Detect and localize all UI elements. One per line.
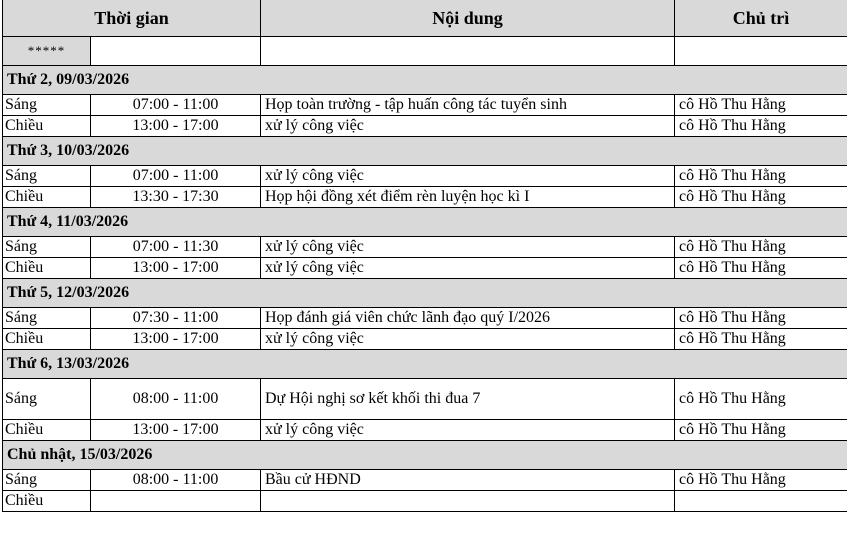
slot-content: Họp toàn trường - tập huấn công tác tuyển sinh [261, 95, 675, 116]
slot-time: 07:30 - 11:00 [91, 308, 261, 329]
day-row [3, 137, 847, 166]
slot-chair: cô Hồ Thu Hằng [675, 187, 847, 208]
table-row [3, 116, 847, 137]
day-label: Chủ nhật, 15/03/2026 [3, 441, 847, 470]
slot-time: 08:00 - 11:00 [91, 379, 261, 420]
slot-content [261, 491, 675, 512]
slot-part: Chiều [3, 258, 91, 279]
slot-time: 08:00 - 11:00 [91, 470, 261, 491]
slot-chair [675, 491, 847, 512]
slot-content: Bầu cử HĐND [261, 470, 675, 491]
slot-content: xử lý công việc [261, 237, 675, 258]
day-label: Thứ 2, 09/03/2026 [3, 66, 847, 95]
slot-content: Họp hội đồng xét điểm rèn luyện học kì I [261, 187, 675, 208]
slot-content: xử lý công việc [261, 116, 675, 137]
placeholder-chair [675, 37, 847, 66]
slot-content: xử lý công việc [261, 166, 675, 187]
schedule-table [2, 0, 847, 512]
slot-chair: cô Hồ Thu Hằng [675, 308, 847, 329]
day-label: Thứ 6, 13/03/2026 [3, 350, 847, 379]
slot-part: Sáng [3, 308, 91, 329]
table-row [3, 491, 847, 512]
day-label: Thứ 4, 11/03/2026 [3, 208, 847, 237]
slot-part: Chiều [3, 329, 91, 350]
slot-time: 13:30 - 17:30 [91, 187, 261, 208]
slot-part: Sáng [3, 166, 91, 187]
table-row [3, 379, 847, 420]
table-row [3, 470, 847, 491]
placeholder-stars: ***** [3, 37, 91, 66]
slot-part: Chiều [3, 420, 91, 441]
slot-part: Sáng [3, 95, 91, 116]
slot-content: Họp đánh giá viên chức lãnh đạo quý I/2026 [261, 308, 675, 329]
header-chair: Chủ trì [675, 0, 847, 37]
slot-part: Chiều [3, 116, 91, 137]
slot-content: xử lý công việc [261, 329, 675, 350]
header-content: Nội dung [261, 0, 675, 37]
day-row [3, 208, 847, 237]
day-label: Thứ 3, 10/03/2026 [3, 137, 847, 166]
slot-part: Sáng [3, 237, 91, 258]
header-time: Thời gian [3, 0, 261, 37]
placeholder-content [261, 37, 675, 66]
slot-chair: cô Hồ Thu Hằng [675, 420, 847, 441]
table-row [3, 420, 847, 441]
placeholder-row [3, 37, 847, 66]
header-row [3, 0, 847, 37]
slot-content: xử lý công việc [261, 420, 675, 441]
slot-time: 13:00 - 17:00 [91, 420, 261, 441]
table-row [3, 329, 847, 350]
table-row [3, 166, 847, 187]
day-label: Thứ 5, 12/03/2026 [3, 279, 847, 308]
slot-chair: cô Hồ Thu Hằng [675, 258, 847, 279]
slot-content: xử lý công việc [261, 258, 675, 279]
day-row [3, 441, 847, 470]
day-row [3, 350, 847, 379]
slot-part: Chiều [3, 187, 91, 208]
slot-content: Dự Hội nghị sơ kết khối thi đua 7 [261, 379, 675, 420]
table-row [3, 237, 847, 258]
table-row [3, 308, 847, 329]
day-row [3, 279, 847, 308]
table-row [3, 258, 847, 279]
slot-chair: cô Hồ Thu Hằng [675, 95, 847, 116]
slot-time: 13:00 - 17:00 [91, 329, 261, 350]
table-row [3, 187, 847, 208]
slot-chair: cô Hồ Thu Hằng [675, 329, 847, 350]
slot-chair: cô Hồ Thu Hằng [675, 379, 847, 420]
slot-time [91, 491, 261, 512]
slot-chair: cô Hồ Thu Hằng [675, 166, 847, 187]
slot-time: 13:00 - 17:00 [91, 258, 261, 279]
slot-chair: cô Hồ Thu Hằng [675, 237, 847, 258]
slot-chair: cô Hồ Thu Hằng [675, 116, 847, 137]
table-row [3, 95, 847, 116]
slot-chair: cô Hồ Thu Hằng [675, 470, 847, 491]
slot-time: 07:00 - 11:00 [91, 166, 261, 187]
slot-part: Sáng [3, 379, 91, 420]
slot-part: Sáng [3, 470, 91, 491]
slot-part: Chiều [3, 491, 91, 512]
placeholder-time [91, 37, 261, 66]
slot-time: 13:00 - 17:00 [91, 116, 261, 137]
day-row [3, 66, 847, 95]
slot-time: 07:00 - 11:30 [91, 237, 261, 258]
slot-time: 07:00 - 11:00 [91, 95, 261, 116]
